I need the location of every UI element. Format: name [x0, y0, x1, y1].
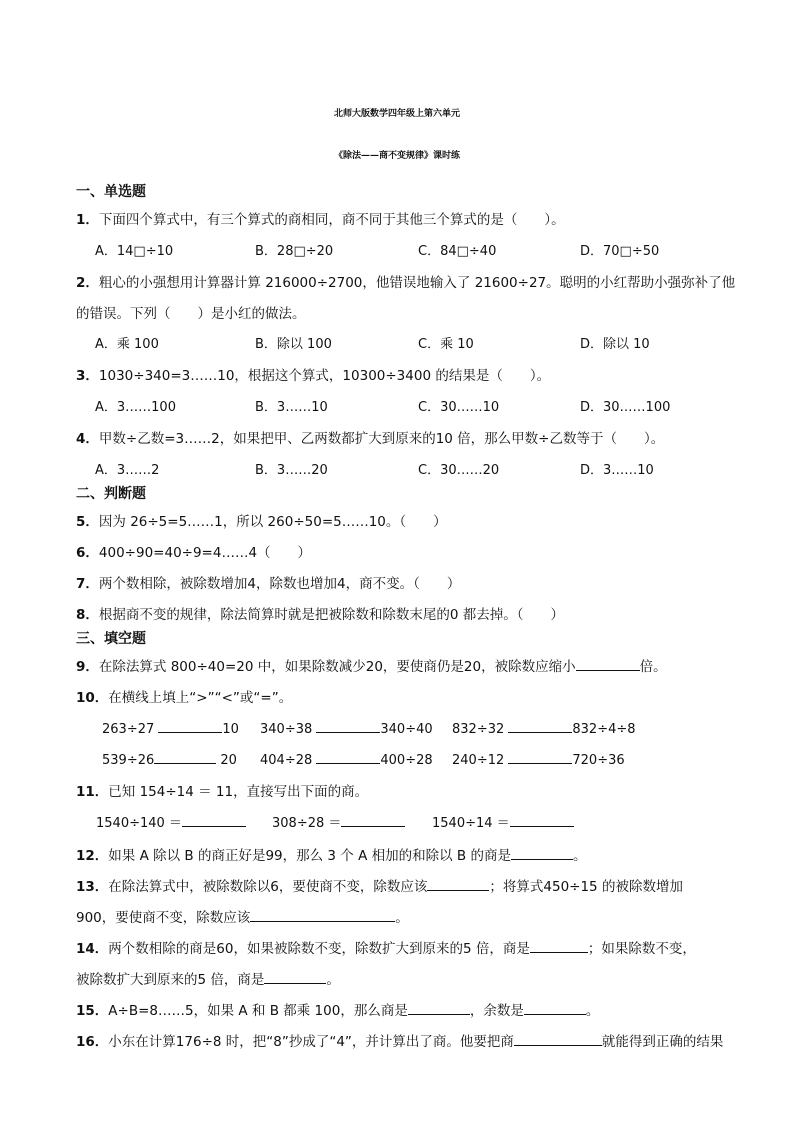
question-3: [76, 364, 550, 384]
answer-blank[interactable]: [264, 969, 326, 984]
question-text-after: 。: [326, 972, 340, 988]
compare-left: 832÷32: [452, 722, 505, 737]
q1-option-a[interactable]: A．14□÷10: [95, 244, 174, 259]
q2-option-c[interactable]: C．乘 10: [418, 337, 474, 352]
question-number: 14．: [76, 941, 109, 957]
q3-option-c[interactable]: C．30……10: [418, 400, 500, 415]
question-13: [76, 875, 683, 895]
question-number: 15．: [76, 1003, 109, 1019]
question-text: 粗心的小强想用计算器计算 216000÷2700，他错误地输入了 21600÷27。聪明的小红帮助小强弥补了他: [98, 275, 736, 291]
q1-option-d[interactable]: D．70□÷50: [580, 244, 660, 259]
question-5: [76, 510, 447, 530]
question-14: [76, 937, 696, 957]
answer-blank[interactable]: [530, 938, 588, 953]
question-number: 10．: [76, 690, 109, 706]
question-text-after: 倍。: [639, 659, 667, 675]
answer-blank[interactable]: [250, 907, 395, 922]
question-14-line2: [76, 968, 340, 988]
question-number: 16．: [76, 1034, 109, 1050]
quotient-item: [96, 812, 246, 831]
compare-item: [260, 718, 433, 737]
question-text: 在除法算式中，被除数除以6，要使商不变，除数应该: [108, 879, 428, 895]
quotient-item: [432, 812, 574, 831]
answer-blank[interactable]: [508, 749, 572, 764]
question-11: [76, 780, 368, 800]
compare-left: 240÷12: [452, 753, 505, 768]
question-8: [76, 603, 564, 623]
answer-blank[interactable]: [427, 876, 489, 891]
question-text: 因为 26÷5=5……1，所以 260÷50=5……10。（ ）: [98, 514, 447, 530]
question-number: 9．: [76, 659, 99, 675]
answer-blank[interactable]: [182, 812, 246, 827]
answer-blank[interactable]: [158, 718, 222, 733]
compare-left: 263÷27: [102, 722, 155, 737]
question-9: [76, 655, 667, 675]
question-number: 8．: [76, 607, 99, 623]
question-number: 12．: [76, 848, 109, 864]
compare-right: 20: [220, 753, 237, 768]
answer-blank[interactable]: [316, 718, 380, 733]
question-text-mid: ；如果除数不变，: [587, 941, 696, 957]
quotient-expression: 308÷28 ＝: [272, 816, 342, 831]
question-12: [76, 844, 586, 864]
question-text: 两个数相除的商是60，如果被除数不变，除数扩大到原来的5 倍，商是: [108, 941, 530, 957]
q2-option-a[interactable]: A．乘 100: [95, 337, 159, 352]
question-text-after: 。: [585, 1003, 600, 1019]
compare-right: 720÷36: [572, 753, 625, 768]
quotient-expression: 1540÷14 ＝: [432, 816, 510, 831]
q1-option-b[interactable]: B．28□÷20: [255, 244, 334, 259]
question-2-line2: 的错误。下列（ ）是小红的做法。: [76, 306, 306, 322]
question-text: 1030÷340=3……10，根据这个算式，10300÷3400 的结果是（ ）。: [98, 368, 551, 384]
question-13-line2: [76, 906, 409, 926]
compare-left: 404÷28: [260, 753, 313, 768]
answer-blank[interactable]: [316, 749, 380, 764]
q2-option-b[interactable]: B．除以 100: [255, 337, 332, 352]
question-text: 在除法算式 800÷40=20 中，如果除数减少20，要使商仍是20，被除数应缩小: [98, 659, 576, 675]
q1-option-c[interactable]: C．84□÷40: [418, 244, 497, 259]
compare-item: [102, 749, 237, 768]
quotient-expression: 1540÷140 ＝: [96, 816, 182, 831]
answer-blank[interactable]: [576, 656, 640, 671]
question-15: [76, 999, 599, 1019]
question-number: 2．: [76, 275, 99, 291]
question-text: 根据商不变的规律，除法简算时就是把被除数和除数末尾的0 都去掉。（ ）: [98, 607, 565, 623]
answer-blank[interactable]: [341, 812, 405, 827]
answer-blank[interactable]: [408, 1000, 470, 1015]
compare-item: [452, 718, 636, 737]
question-number: 3．: [76, 368, 99, 384]
question-1: [76, 208, 565, 228]
question-number: 5．: [76, 514, 99, 530]
q4-option-b[interactable]: B．3……20: [255, 463, 328, 478]
question-text: 甲数÷乙数=3……2，如果把甲、乙两数都扩大到原来的10 倍，那么甲数÷乙数等于（ ）。: [98, 431, 665, 447]
question-text: 被除数扩大到原来的5 倍，商是: [76, 972, 265, 988]
question-2: [76, 271, 735, 291]
q4-option-c[interactable]: C．30……20: [418, 463, 500, 478]
page-subtitle: 《除法——商不变规律》课时练: [333, 151, 460, 161]
question-text-mid: ；将算式450÷15 的被除数增加: [489, 879, 683, 895]
question-number: 6．: [76, 545, 99, 561]
q4-option-a[interactable]: A．3……2: [95, 463, 160, 478]
compare-left: 539÷26: [102, 753, 155, 768]
question-number: 13．: [76, 879, 109, 895]
q2-option-d[interactable]: D．除以 10: [580, 337, 650, 352]
q3-option-a[interactable]: A．3……100: [95, 400, 176, 415]
q3-option-d[interactable]: D．30……100: [580, 400, 671, 415]
question-7: [76, 572, 460, 592]
question-text-after: 。: [395, 910, 409, 926]
question-number: 4．: [76, 431, 99, 447]
answer-blank[interactable]: [514, 1031, 602, 1046]
question-text: 如果 A 除以 B 的商正好是99，那么 3 个 A 相加的和除以 B 的商是: [108, 848, 511, 864]
compare-left: 340÷38: [260, 722, 313, 737]
q3-option-b[interactable]: B．3……10: [255, 400, 328, 415]
question-text: 下面四个算式中，有三个算式的商相同，商不同于其他三个算式的是（ ）。: [98, 212, 565, 228]
question-16: [76, 1030, 723, 1050]
section-heading-true-false: 二、判断题: [76, 486, 146, 502]
question-text: A÷B=8……5，如果 A 和 B 都乘 100，那么商是: [108, 1003, 408, 1019]
question-text: 已知 154÷14 ＝ 11，直接写出下面的商。: [108, 784, 369, 800]
compare-right: 832÷4÷8: [572, 722, 636, 737]
compare-item: [102, 718, 239, 737]
compare-right: 400÷28: [380, 753, 433, 768]
answer-blank[interactable]: [511, 845, 573, 860]
q4-option-d[interactable]: D．3……10: [580, 463, 654, 478]
answer-blank[interactable]: [510, 812, 574, 827]
section-heading-fill-blank: 三、填空题: [76, 631, 146, 647]
answer-blank[interactable]: [154, 749, 216, 764]
question-6: [76, 541, 311, 561]
question-text: 在横线上填上“>”“<”或“=”。: [108, 690, 293, 706]
compare-item: [260, 749, 433, 768]
answer-blank[interactable]: [524, 1000, 586, 1015]
question-4: [76, 427, 664, 447]
question-text: 400÷90=40÷9=4……4（ ）: [98, 545, 312, 561]
question-number: 7．: [76, 576, 99, 592]
question-text: 两个数相除，被除数增加4，除数也增加4，商不变。（ ）: [98, 576, 461, 592]
question-number: 11．: [76, 784, 109, 800]
answer-blank[interactable]: [508, 718, 572, 733]
compare-right: 340÷40: [380, 722, 433, 737]
question-text: 小东在计算176÷8 时，把“8”抄成了“4”，并计算出了商。他要把商: [108, 1034, 514, 1050]
page-title: 北师大版数学四年级上第六单元: [333, 109, 460, 119]
question-number: 1．: [76, 212, 99, 228]
question-text-mid: ，余数是: [469, 1003, 524, 1019]
quotient-item: [272, 812, 405, 831]
compare-item: [452, 749, 625, 768]
question-text-after: 就能得到正确的结果: [601, 1034, 724, 1050]
question-10: [76, 686, 292, 706]
compare-right: 10: [222, 722, 239, 737]
section-heading-single-choice: 一、单选题: [76, 184, 146, 200]
question-text: 900，要使商不变，除数应该: [76, 910, 251, 926]
question-text-after: 。: [572, 848, 587, 864]
